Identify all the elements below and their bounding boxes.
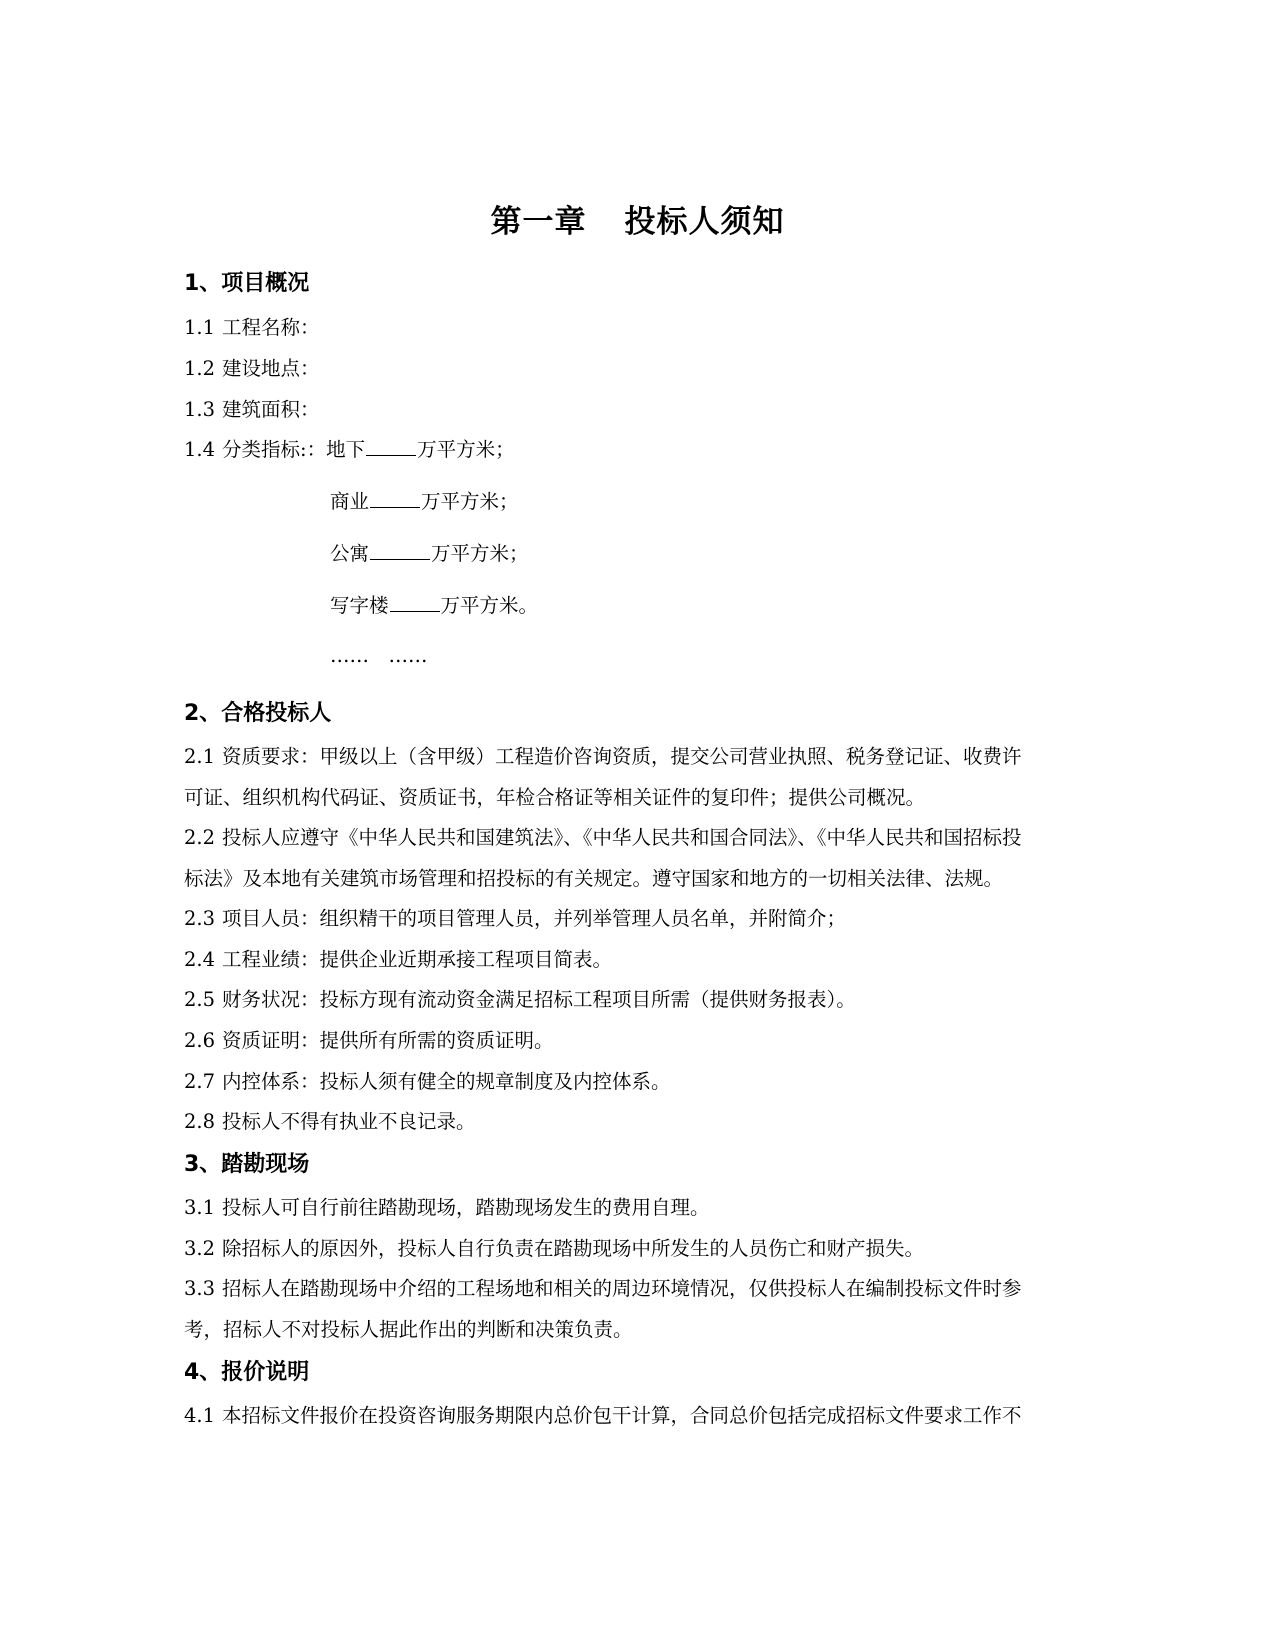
- item-number: 3.1: [184, 1196, 216, 1219]
- item-text: 工程名称：: [222, 316, 320, 339]
- list-item: [184, 944, 612, 972]
- fill-blank: [370, 541, 430, 560]
- list-item: [184, 353, 320, 381]
- list-item: [184, 312, 320, 340]
- item-text: 资质要求：甲级以上（含甲级）工程造价咨询资质，提交公司营业执照、税务登记证、收费许: [222, 745, 1022, 768]
- list-item-continuation: 考，招标人不对投标人据此作出的判断和决策负责。: [184, 1318, 633, 1341]
- fill-blank: [370, 489, 420, 508]
- item-text: 建设地点：: [222, 357, 320, 380]
- sub-item-unit: 万平方米；: [431, 542, 529, 565]
- item-number: 2.3: [184, 907, 216, 930]
- sub-item-label: 商业: [330, 490, 370, 513]
- list-item: [184, 1025, 554, 1053]
- chapter-number: 第一章: [490, 204, 587, 240]
- list-item: [184, 984, 856, 1012]
- item-text: 除招标人的原因外，投标人自行负责在踏勘现场中所发生的人员伤亡和财产损失。: [222, 1237, 925, 1260]
- item-text: 分类指标:：地下: [222, 438, 366, 461]
- item-text: 招标人在踏勘现场中介绍的工程场地和相关的周边环境情况，仅供投标人在编制投标文件时参: [222, 1277, 1022, 1300]
- sub-item: [330, 538, 529, 566]
- item-number: 1.2: [184, 357, 216, 380]
- item-text: 财务状况：投标方现有流动资金满足招标工程项目所需（提供财务报表）。: [222, 988, 856, 1011]
- sub-item-label: 公寓: [330, 542, 370, 565]
- list-item: [184, 1106, 476, 1134]
- item-number: 2.5: [184, 988, 216, 1011]
- item-number: 2.1: [184, 745, 216, 768]
- item-text: 本招标文件报价在投资咨询服务期限内总价包干计算，合同总价包括完成招标文件要求工作不: [222, 1404, 1022, 1427]
- list-item: [184, 1066, 671, 1094]
- section-heading: 4、报价说明: [184, 1360, 310, 1385]
- section-heading: 1、项目概况: [184, 271, 310, 296]
- item-number: 2.7: [184, 1070, 216, 1093]
- item-number: 2.6: [184, 1029, 216, 1052]
- item-number: 1.4: [184, 438, 216, 461]
- item-unit: 万平方米；: [417, 438, 515, 461]
- section-heading: 3、踏勘现场: [184, 1152, 310, 1177]
- item-number: 1.1: [184, 316, 216, 339]
- list-item: [184, 1400, 1022, 1428]
- sub-item-label: …… ……: [330, 644, 428, 667]
- item-number: 2.2: [184, 826, 216, 849]
- list-item: [184, 394, 320, 422]
- sub-item: [330, 590, 538, 618]
- list-item-continuation: 标法》及本地有关建筑市场管理和招投标的有关规定。遵守国家和地方的一切相关法律、法规。: [184, 867, 1004, 890]
- list-item-continuation: 可证、组织机构代码证、资质证书，年检合格证等相关证件的复印件；提供公司概况。: [184, 786, 926, 809]
- list-item: [184, 741, 1022, 769]
- sub-item-label: 写字楼: [330, 594, 389, 617]
- item-text: 投标人可自行前往踏勘现场，踏勘现场发生的费用自理。: [222, 1196, 710, 1219]
- item-number: 2.8: [184, 1110, 216, 1133]
- item-number: 2.4: [184, 948, 216, 971]
- sub-item: [330, 486, 519, 514]
- list-item: [184, 1273, 1022, 1301]
- sub-item: [330, 640, 428, 668]
- fill-blank: [366, 437, 416, 456]
- item-number: 3.3: [184, 1277, 216, 1300]
- list-item: [184, 1233, 924, 1261]
- chapter-title: [0, 196, 1275, 241]
- item-text: 投标人不得有执业不良记录。: [222, 1110, 476, 1133]
- item-text: 资质证明：提供所有所需的资质证明。: [222, 1029, 554, 1052]
- item-number: 4.1: [184, 1404, 216, 1427]
- item-text: 工程业绩：提供企业近期承接工程项目简表。: [222, 948, 613, 971]
- sub-item-unit: 万平方米。: [440, 594, 539, 617]
- item-text: 项目人员：组织精干的项目管理人员，并列举管理人员名单，并附简介；: [222, 907, 847, 930]
- item-number: 1.3: [184, 398, 216, 421]
- list-item: [184, 822, 1022, 850]
- item-text: 内控体系：投标人须有健全的规章制度及内控体系。: [222, 1070, 671, 1093]
- list-item: [184, 434, 515, 462]
- section-heading: 2、合格投标人: [184, 701, 332, 726]
- item-text: 建筑面积：: [222, 398, 320, 421]
- chapter-name: 投标人须知: [624, 204, 785, 240]
- fill-blank: [390, 593, 440, 612]
- list-item: [184, 1192, 710, 1220]
- item-text: 投标人应遵守《中华人民共和国建筑法》、《中华人民共和国合同法》、《中华人民共和国招标投: [222, 826, 1022, 849]
- item-number: 3.2: [184, 1237, 216, 1260]
- sub-item-unit: 万平方米；: [421, 490, 519, 513]
- list-item: [184, 903, 846, 931]
